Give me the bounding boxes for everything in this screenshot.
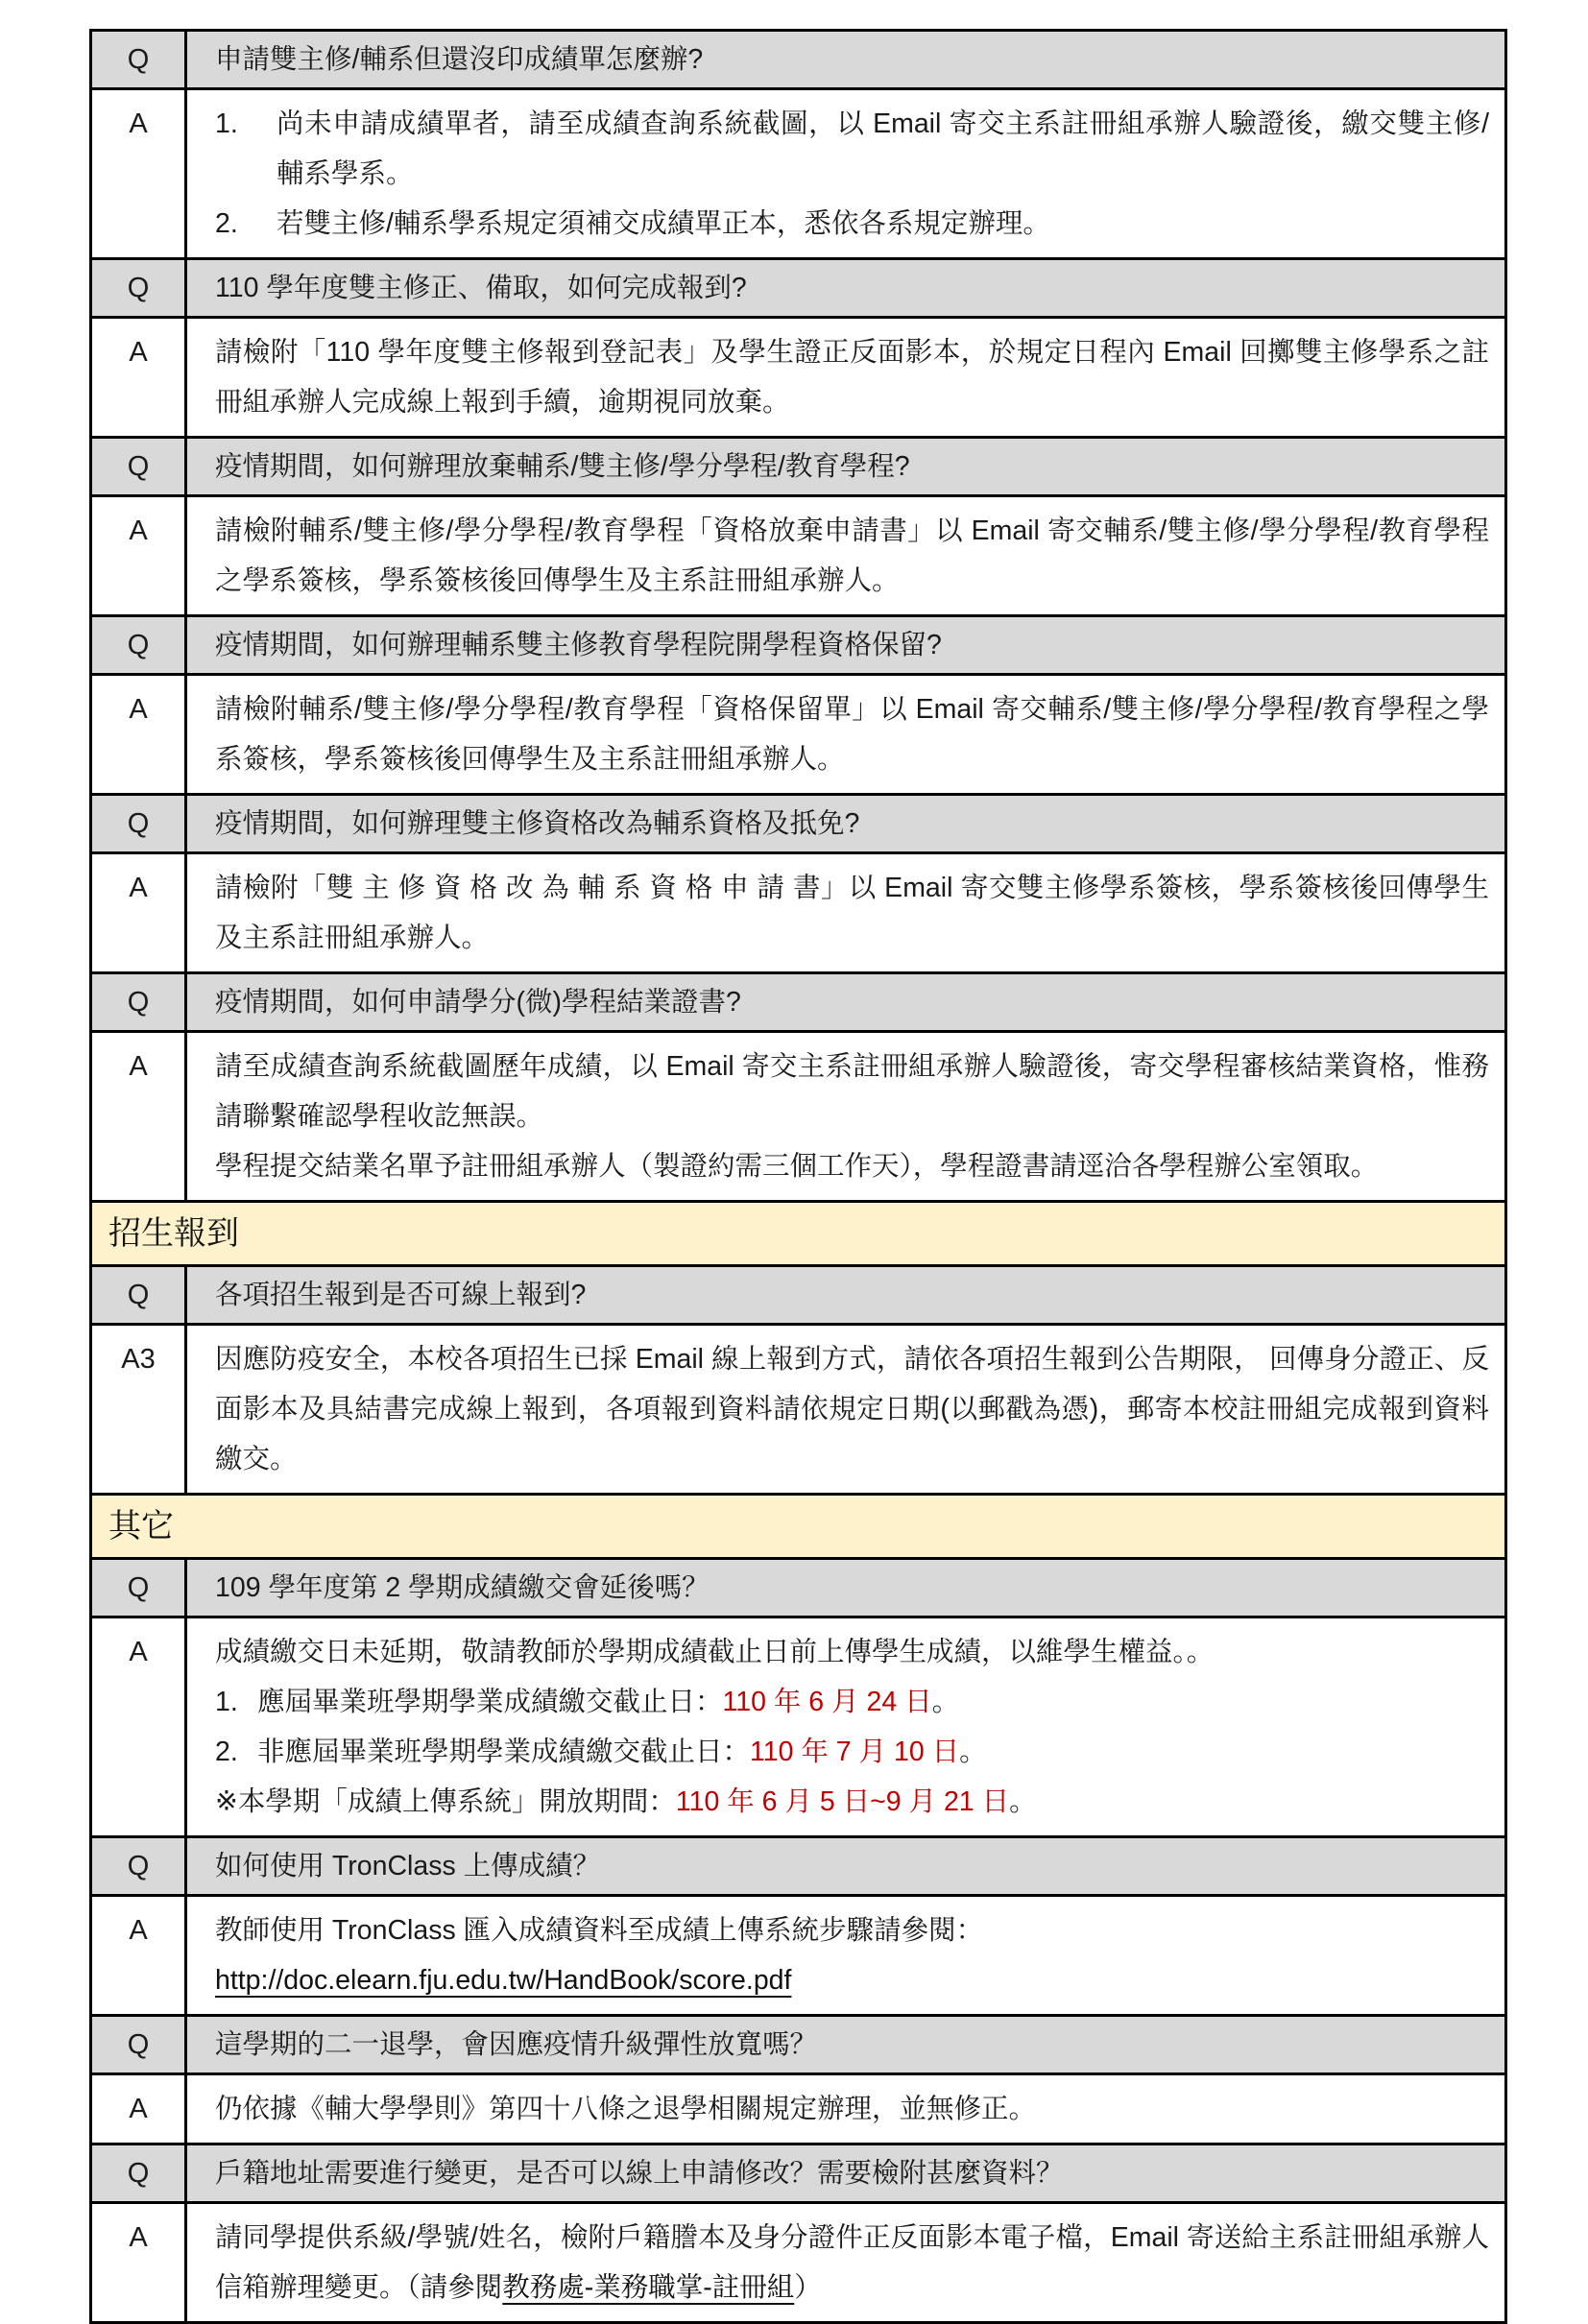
row-label: Q bbox=[92, 260, 187, 316]
question-row bbox=[92, 436, 1504, 494]
answer-content bbox=[187, 1897, 1504, 2014]
question-row bbox=[92, 1835, 1504, 1894]
answer-content bbox=[187, 2075, 1504, 2143]
question-row bbox=[92, 1264, 1504, 1323]
answer-content bbox=[187, 90, 1504, 257]
answer-row bbox=[92, 851, 1504, 971]
text-run: 請檢附「雙 主 修 資 格 改 為 輔 系 資 格 申 請 書」以 Email 寄交雙主修學系簽核，學系簽核後回傳學生及主系註冊組承辦人。 bbox=[215, 873, 1489, 953]
row-label: A bbox=[92, 497, 187, 614]
hyperlink[interactable]: http://doc.elearn.fju.edu.tw/HandBook/score.pdf bbox=[215, 1965, 792, 1996]
row-label: Q bbox=[92, 439, 187, 494]
list-number: 1. bbox=[215, 108, 238, 139]
text-run: ※本學期「成績上傳系統」開放期間： bbox=[215, 1786, 676, 1817]
question-text: 疫情期間，如何辦理輔系雙主修教育學程院開學程資格保留? bbox=[215, 630, 942, 660]
answer-row bbox=[92, 1616, 1504, 1835]
list-number: 2. bbox=[215, 208, 238, 239]
text-run: 。 bbox=[1009, 1786, 1037, 1817]
question-row bbox=[92, 257, 1504, 316]
list-number: 2. bbox=[215, 1737, 238, 1767]
row-label: Q bbox=[92, 617, 187, 673]
deadline-date: 110 年 6 月 24 日 bbox=[722, 1687, 932, 1717]
row-label: Q bbox=[92, 32, 187, 87]
row-label: Q bbox=[92, 1560, 187, 1616]
question-text: 各項招生報到是否可線上報到? bbox=[215, 1280, 587, 1310]
text-run: 應屆畢業班學期學業成績繳交截止日： bbox=[257, 1687, 723, 1717]
answer-row bbox=[92, 316, 1504, 436]
row-label: A bbox=[92, 1618, 187, 1835]
question-row bbox=[92, 793, 1504, 851]
text-run: 請檢附「110 學年度雙主修報到登記表」及學生證正反面影本，於規定日程內 Email 回擲雙主修學系之註冊組承辦人完成線上報到手續，逾期視同放棄。 bbox=[215, 337, 1489, 418]
question-text: 109 學年度第 2 學期成績繳交會延後嗎？ bbox=[215, 1572, 710, 1603]
row-label: A bbox=[92, 676, 187, 793]
row-label: A bbox=[92, 2075, 187, 2143]
answer-paragraph bbox=[215, 1141, 1489, 1191]
faq-table bbox=[89, 29, 1507, 2324]
list-number: 1. bbox=[215, 1687, 238, 1717]
row-label: A3 bbox=[92, 1326, 187, 1493]
hyperlink[interactable]: 教務處-業務職掌-註冊組 bbox=[502, 2272, 795, 2303]
question-row bbox=[92, 1557, 1504, 1616]
section-title: 其它 bbox=[108, 1508, 174, 1545]
text-run: 因應防疫安全，本校各項招生已採 Email 線上報到方式，請依各項招生報到公告期限， 回傳身分證正、反面影本及具結書完成線上報到，各項報到資料請依規定日期(以郵戳為憑)，郵寄本校註冊組完成報到資料繳交。 bbox=[215, 1344, 1489, 1474]
question-text: 110 學年度雙主修正、備取，如何完成報到? bbox=[215, 273, 747, 303]
answer-content bbox=[187, 1326, 1504, 1493]
question-text: 如何使用 TronClass 上傳成績？ bbox=[215, 1851, 601, 1881]
deadline-date: 110 年 7 月 10 日 bbox=[750, 1737, 960, 1767]
answer-paragraph bbox=[215, 684, 1489, 784]
answer-row bbox=[92, 673, 1504, 793]
question-row bbox=[92, 971, 1504, 1030]
answer-paragraph bbox=[215, 1042, 1489, 1141]
answer-paragraph bbox=[215, 2084, 1489, 2134]
question-row bbox=[92, 614, 1504, 673]
question-text: 疫情期間，如何辦理放棄輔系/雙主修/學分學程/教育學程? bbox=[215, 451, 910, 482]
answer-content bbox=[187, 2204, 1504, 2321]
question-text: 申請雙主修/輔系但還沒印成績單怎麼辦? bbox=[215, 44, 704, 75]
text-run: 學程提交結業名單予註冊組承辦人（製證約需三個工作天），學程證書請逕洽各學程辦公室領取。 bbox=[215, 1151, 1379, 1182]
question-row bbox=[92, 2014, 1504, 2072]
deadline-date: 110 年 6 月 5 日~9 月 21 日 bbox=[675, 1786, 1010, 1817]
answer-paragraph bbox=[215, 506, 1489, 606]
answer-row bbox=[92, 1323, 1504, 1493]
row-label: Q bbox=[92, 2017, 187, 2072]
question-row bbox=[92, 32, 1504, 87]
question-row bbox=[92, 2143, 1504, 2201]
text-run: 教師使用 TronClass 匯入成績資料至成績上傳系統步驟請參閱： bbox=[215, 1915, 984, 1946]
text-run: 若雙主修/輔系學系規定須補交成績單正本，悉依各系規定辦理。 bbox=[277, 208, 1050, 239]
section-header-row bbox=[92, 1200, 1504, 1264]
answer-paragraph bbox=[215, 1955, 1489, 2005]
answer-content bbox=[187, 319, 1504, 436]
text-run: 尚未申請成績單者，請至成績查詢系統截圖，以 Email 寄交主系註冊組承辦人驗證後，繳交雙主修/輔系學系。 bbox=[277, 108, 1489, 189]
answer-paragraph bbox=[215, 1905, 1489, 1955]
answer-content bbox=[187, 1033, 1504, 1200]
answer-row bbox=[92, 494, 1504, 614]
row-label: A bbox=[92, 1897, 187, 2014]
text-run: 請至成績查詢系統截圖歷年成績，以 Email 寄交主系註冊組承辦人驗證後，寄交學程審核結業資格，惟務請聯繫確認學程收訖無誤。 bbox=[215, 1051, 1489, 1132]
question-text: 戶籍地址需要進行變更，是否可以線上申請修改？需要檢附甚麼資料？ bbox=[215, 2158, 1064, 2189]
answer-row bbox=[92, 1894, 1504, 2014]
row-label: Q bbox=[92, 974, 187, 1030]
answer-content bbox=[187, 854, 1504, 971]
answer-paragraph bbox=[215, 327, 1489, 427]
text-run: 。 bbox=[931, 1687, 960, 1717]
row-label: A bbox=[92, 1033, 187, 1200]
answer-content bbox=[187, 676, 1504, 793]
answer-paragraph bbox=[215, 1777, 1489, 1827]
row-label: A bbox=[92, 319, 187, 436]
row-label: A bbox=[92, 854, 187, 971]
answer-row bbox=[92, 87, 1504, 257]
answer-paragraph bbox=[215, 1627, 1489, 1677]
answer-list-item bbox=[215, 99, 1489, 199]
answer-paragraph bbox=[215, 863, 1489, 963]
row-label: Q bbox=[92, 1838, 187, 1894]
row-label: A bbox=[92, 2204, 187, 2321]
text-run: 請檢附輔系/雙主修/學分學程/教育學程「資格保留單」以 Email 寄交輔系/雙主修/學分學程/教育學程之學系簽核，學系簽核後回傳學生及主系註冊組承辦人。 bbox=[215, 694, 1489, 775]
answer-paragraph bbox=[215, 2213, 1489, 2312]
answer-row bbox=[92, 1030, 1504, 1200]
text-run: 請檢附輔系/雙主修/學分學程/教育學程「資格放棄申請書」以 Email 寄交輔系/雙主修/學分學程/教育學程之學系簽核，學系簽核後回傳學生及主系註冊組承辦人。 bbox=[215, 515, 1489, 596]
answer-content bbox=[187, 1618, 1504, 1835]
row-label: A bbox=[92, 90, 187, 257]
text-run: 。 bbox=[959, 1737, 987, 1767]
text-run: ） bbox=[794, 2272, 822, 2303]
row-label: Q bbox=[92, 796, 187, 851]
row-label: Q bbox=[92, 2145, 187, 2201]
question-text: 這學期的二一退學，會因應疫情升級彈性放寬嗎？ bbox=[215, 2029, 818, 2060]
question-text: 疫情期間，如何申請學分(微)學程結業證書? bbox=[215, 987, 741, 1018]
text-run: 成績繳交日未延期，敬請教師於學期成績截止日前上傳學生成績，以維學生權益。。 bbox=[215, 1637, 1215, 1667]
answer-list-item bbox=[215, 1677, 1489, 1727]
text-run: 仍依據《輔大學學則》第四十八條之退學相關規定辦理，並無修正。 bbox=[215, 2094, 1037, 2124]
answer-list-item bbox=[215, 1727, 1489, 1777]
answer-list-item bbox=[215, 199, 1489, 249]
question-text: 疫情期間，如何辦理雙主修資格改為輔系資格及抵免? bbox=[215, 808, 860, 839]
answer-paragraph bbox=[215, 1334, 1489, 1484]
text-run: 請同學提供系級/學號/姓名，檢附戶籍謄本及身分證件正反面影本電子檔，Email 寄送給主系註冊組承辦人信箱辦理變更。（請參閱 bbox=[215, 2222, 1489, 2303]
section-header-row bbox=[92, 1493, 1504, 1557]
answer-content bbox=[187, 497, 1504, 614]
answer-row bbox=[92, 2201, 1504, 2321]
text-run: 非應屆畢業班學期學業成績繳交截止日： bbox=[257, 1737, 751, 1767]
answer-row bbox=[92, 2072, 1504, 2143]
section-title: 招生報到 bbox=[108, 1215, 239, 1252]
row-label: Q bbox=[92, 1267, 187, 1323]
